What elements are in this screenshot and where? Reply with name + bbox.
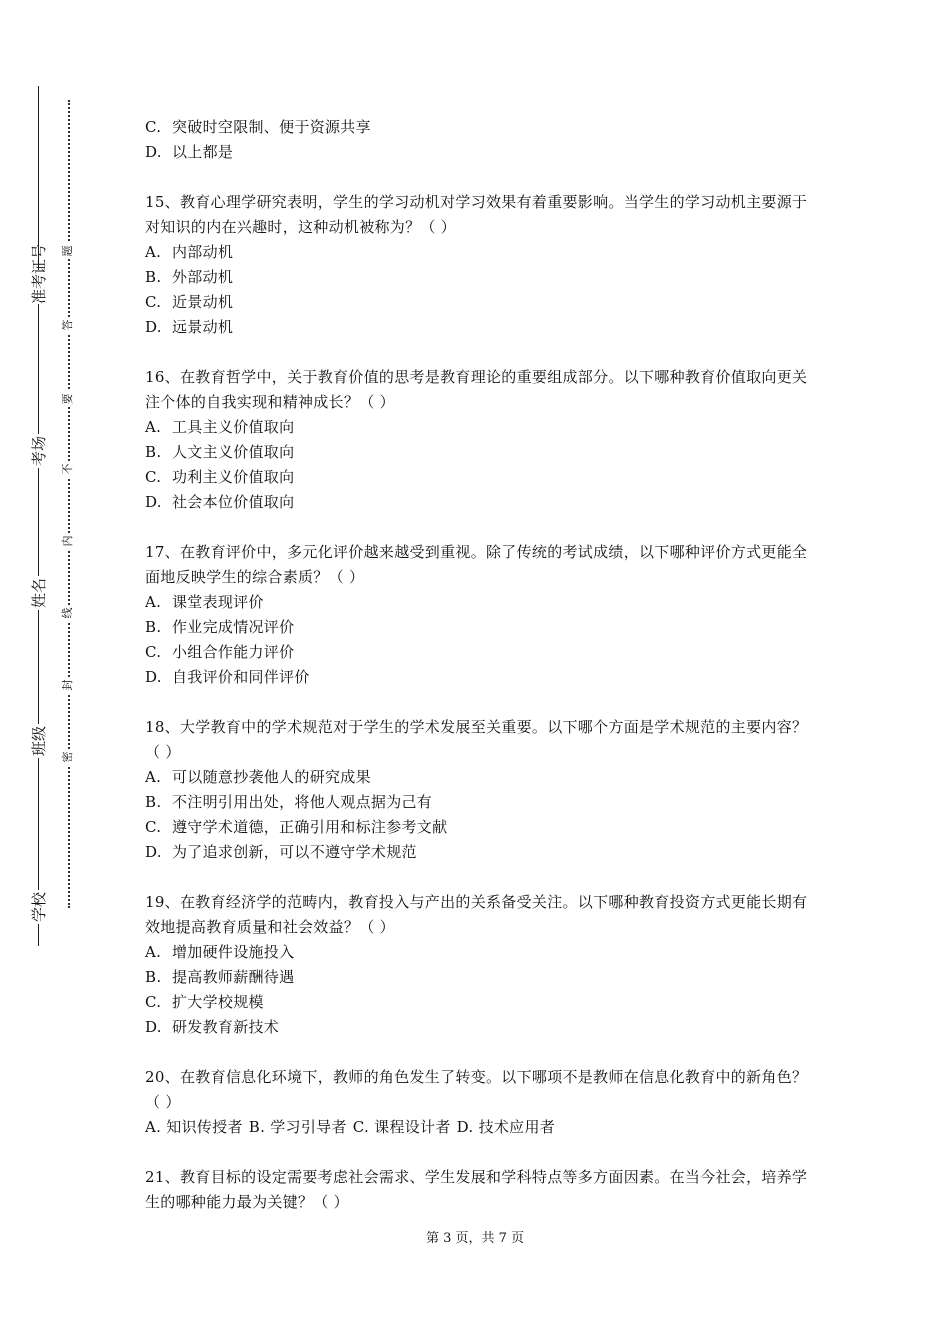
- option-d: D. 以上都是: [145, 143, 234, 161]
- field-label-class: 班级: [30, 726, 48, 757]
- option-d: D. 研发教育新技术: [145, 1018, 280, 1036]
- page-footer: 第 3 页，共 7 页: [425, 1231, 525, 1246]
- option-c: C. 功利主义价值取向: [145, 468, 295, 486]
- question-20: [145, 1065, 817, 1140]
- question-21: [145, 1165, 817, 1215]
- option-b: B. 人文主义价值取向: [145, 443, 295, 461]
- exam-content: [145, 115, 817, 1215]
- option-c: C. 遵守学术道德，正确引用和标注参考文献: [145, 818, 448, 836]
- question-text: 19、在教育经济学的范畴内，教育投入与产出的关系备受关注。以下哪种教育投资方式更能长期有效地提高教育质量和社会效益？（ ）: [145, 893, 808, 936]
- option-c: C. 小组合作能力评价: [145, 643, 295, 661]
- binding-margin: [0, 0, 110, 1344]
- option-d: D. 为了追求创新，可以不遵守学术规范: [145, 843, 417, 861]
- inline-options: [145, 1115, 817, 1140]
- seal-char: 密: [59, 749, 77, 765]
- option-a: A. 课堂表现评价: [145, 593, 264, 611]
- option-d: D. 社会本位价值取向: [145, 493, 295, 511]
- question-text: 16、在教育哲学中，关于教育价值的思考是教育理论的重要组成部分。以下哪种教育价值取向更关注个体的自我实现和精神成长？（ ）: [145, 368, 808, 411]
- option-a: A. 增加硬件设施投入: [145, 943, 295, 961]
- seal-char: 内: [59, 533, 77, 549]
- question-text: 17、在教育评价中，多元化评价越来越受到重视。除了传统的考试成绩，以下哪种评价方式更能全面地反映学生的综合素质？（ ）: [145, 543, 808, 586]
- field-label-exam-number: 准考证号: [30, 243, 48, 304]
- question-17: [145, 540, 817, 690]
- question-14-tail: [145, 115, 817, 165]
- option-b: B. 作业完成情况评价: [145, 618, 295, 636]
- seal-char: 答: [59, 317, 77, 333]
- question-15: [145, 190, 817, 340]
- option-d: D. 技术应用者: [456, 1118, 556, 1136]
- field-label-name: 姓名: [30, 578, 48, 609]
- question-19: [145, 890, 817, 1040]
- option-a: A. 知识传授者: [145, 1118, 243, 1136]
- question-text: 20、在教育信息化环境下，教师的角色发生了转变。以下哪项不是教师在信息化教育中的新角色？（ ）: [145, 1068, 808, 1111]
- option-d: D. 远景动机: [145, 318, 234, 336]
- option-b: B. 学习引导者: [248, 1118, 347, 1136]
- option-c: C. 近景动机: [145, 293, 234, 311]
- question-18: [145, 715, 817, 865]
- question-text: 18、大学教育中的学术规范对于学生的学术发展至关重要。以下哪个方面是学术规范的主要内容？（ ）: [145, 718, 808, 761]
- seal-char: 不: [59, 461, 77, 477]
- option-a: A. 可以随意抄袭他人的研究成果: [145, 768, 371, 786]
- seal-char: 要: [59, 391, 77, 407]
- option-a: A. 内部动机: [145, 243, 234, 261]
- question-text: 15、教育心理学研究表明，学生的学习动机对学习效果有着重要影响。当学生的学习动机主要源于对知识的内在兴趣时，这种动机被称为？（ ）: [145, 193, 808, 236]
- binding-dotted-line: [68, 100, 70, 908]
- seal-char: 封: [59, 677, 77, 693]
- option-b: B. 外部动机: [145, 268, 234, 286]
- option-b: B. 不注明引用出处，将他人观点据为己有: [145, 793, 433, 811]
- option-c: C. 课程设计者: [352, 1118, 451, 1136]
- option-a: A. 工具主义价值取向: [145, 418, 295, 436]
- option-d: D. 自我评价和同伴评价: [145, 668, 310, 686]
- seal-char: 题: [59, 243, 77, 259]
- binding-solid-line: [38, 86, 39, 946]
- option-b: B. 提高教师薪酬待遇: [145, 968, 295, 986]
- field-label-exam-room: 考场: [30, 436, 48, 467]
- field-label-school: 学校: [30, 892, 48, 923]
- option-c: C. 扩大学校规模: [145, 993, 264, 1011]
- option-c: C. 突破时空限制、便于资源共享: [145, 118, 371, 136]
- question-16: [145, 365, 817, 515]
- seal-char: 线: [59, 605, 77, 621]
- question-text: 21、教育目标的设定需要考虑社会需求、学生发展和学科特点等多方面因素。在当今社会，培养学生的哪种能力最为关键？（ ）: [145, 1168, 808, 1211]
